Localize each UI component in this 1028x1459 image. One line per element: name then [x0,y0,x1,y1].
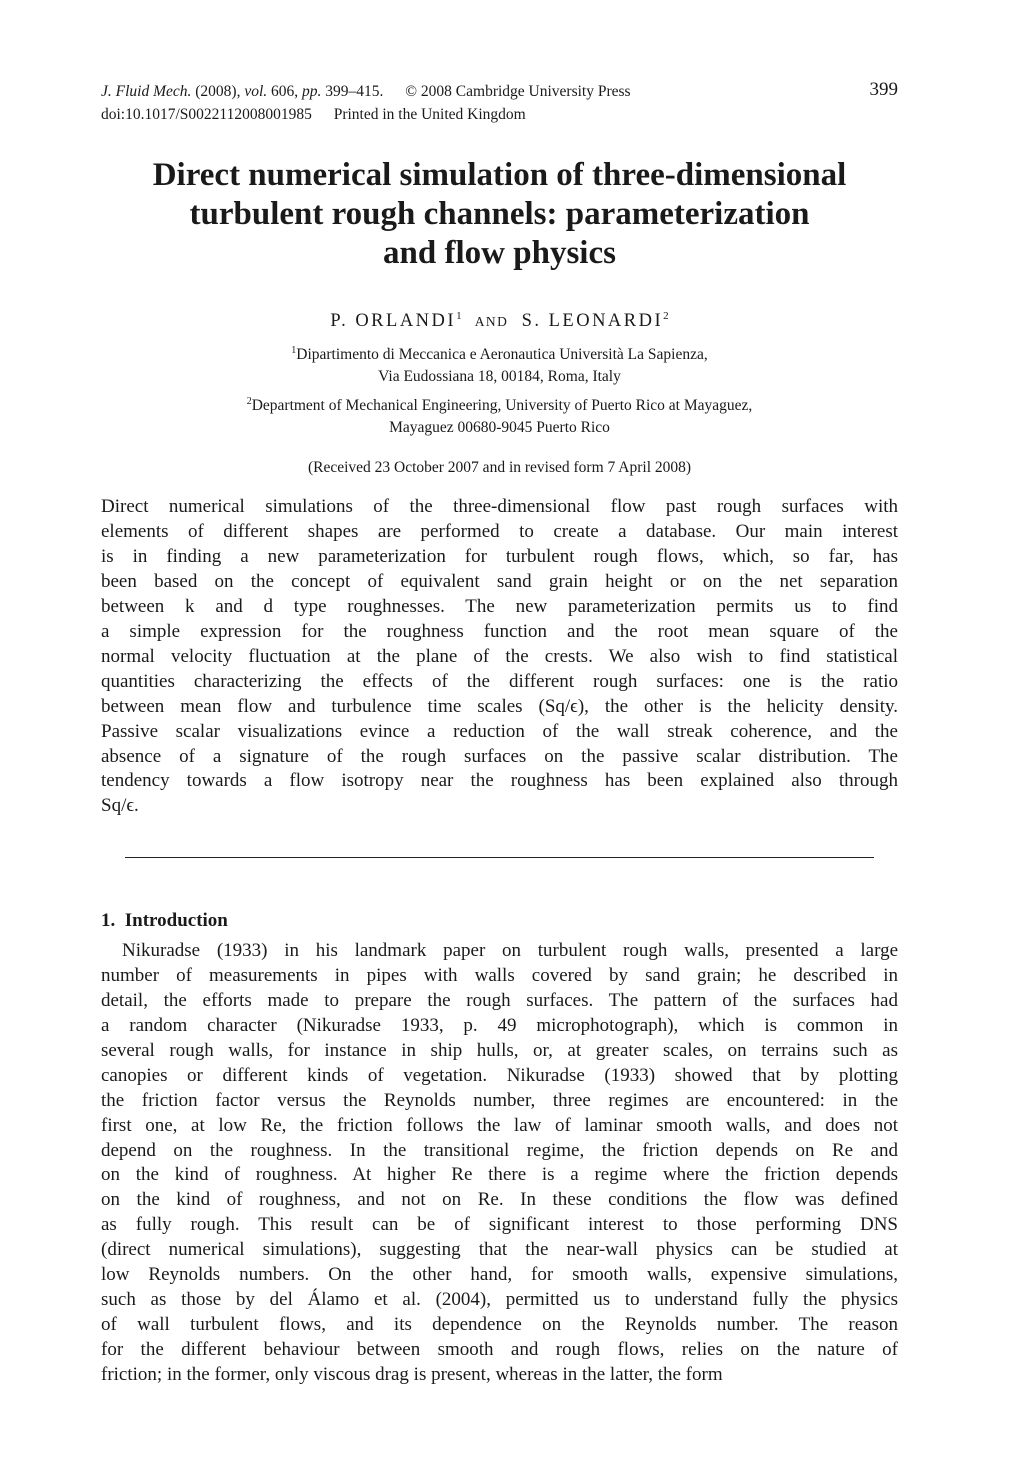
author-1-affil-mark: 1 [456,310,462,322]
text-line: first one, at low Re, the friction follows the law of laminar smooth walls, and does not [101,1114,898,1136]
citation-line [101,80,898,103]
text-line: been based on the concept of equivalent sand grain height or on the net separation [101,571,898,593]
text-line: between mean flow and turbulence time scales (Sq/ϵ), the other is the helicity density. [101,695,898,717]
text-line: on the kind of roughness, and not on Re. In these conditions the flow was defined [101,1189,898,1211]
text-line: as fully rough. This result can be of significant interest to those performing DNS [101,1214,898,1236]
author-2: S. LEONARDI [521,311,664,332]
text-line: low Reynolds numbers. On the other hand, for smooth walls, expensive simulations, [101,1264,898,1286]
printed-in: Printed in the United Kingdom [333,106,526,123]
page-range: 399–415. [325,83,384,100]
text-line: quantities characterizing the effects of the different rough surfaces: one is the ratio [101,670,898,692]
text-line: Passive scalar visualizations evince a reduction of the wall streak coherence, and the [101,720,898,742]
section-number: 1. [101,910,116,932]
abstract-divider [125,857,874,858]
paper-title [101,156,898,273]
journal-name: J. Fluid Mech. [101,83,192,100]
text-line: normal velocity fluctuation at the plane of the crests. We also wish to find statistical [101,645,898,667]
pages-label: pp. [302,83,322,100]
affiliation-2 [101,391,898,439]
affiliation-1 [101,340,898,388]
doi: doi:10.1017/S0022112008001985 [101,106,312,123]
received-dates: (Received 23 October 2007 and in revised form 7 April 2008) [307,459,692,477]
author-1: P. ORLANDI [330,311,457,332]
introduction-body [101,939,898,1387]
text-line: a random character (Nikuradse 1933, p. 49 microphotograph), which is common in [101,1014,898,1036]
copyright: © 2008 Cambridge University Press [405,83,631,100]
text-line: for the different behaviour between smooth and rough flows, relies on the nature of [101,1338,898,1360]
text-line: depend on the roughness. In the transitional regime, the friction depends on Re and [101,1139,898,1161]
journal-year: (2008), [195,83,241,100]
text-line: the friction factor versus the Reynolds number, three regimes are encountered: in the [101,1089,898,1111]
author-conjunction: AND [474,314,509,330]
author-list [101,304,898,334]
affiliation-2-line-1: Department of Mechanical Engineering, University of Puerto Rico at Mayaguez, [251,397,753,415]
page-number: 399 [869,79,898,100]
affiliation-1-mark: 1 [291,345,297,357]
text-line: Nikuradse (1933) in his landmark paper on turbulent rough walls, presented a large [122,940,898,962]
text-line: number of measurements in pipes with walls covered by sand grain; he described in [101,965,898,987]
text-line: Sq/ϵ. [101,795,139,817]
text-line: elements of different shapes are performed to create a database. Our main interest [101,521,898,543]
text-line: (direct numerical simulations), suggesting that the near-wall physics can be studied at [101,1239,898,1261]
text-line: such as those by del Álamo et al. (2004), permitted us to understand fully the physics [101,1288,898,1310]
text-line: absence of a signature of the rough surfaces on the passive scalar distribution. The [101,745,898,767]
title-line-1: Direct numerical simulation of three-dimensional [152,157,847,193]
text-line: friction; in the former, only viscous drag is present, whereas in the latter, the form [101,1363,723,1385]
text-line: between k and d type roughnesses. The new parameterization permits us to find [101,596,898,618]
text-line: of wall turbulent flows, and its dependence on the Reynolds number. The reason [101,1313,898,1335]
text-line: tendency towards a flow isotropy near the roughness has been explained also through [101,770,898,792]
abstract [101,495,898,819]
running-head [101,80,898,126]
affiliation-1-line-2: Via Eudossiana 18, 00184, Roma, Italy [378,368,621,386]
affiliation-2-mark: 2 [246,396,252,408]
volume-label: vol. [244,83,268,100]
volume-number: 606, [271,83,299,100]
affiliation-2-line-2: Mayaguez 00680-9045 Puerto Rico [389,419,610,437]
section-title: Introduction [124,910,228,932]
text-line: detail, the efforts made to prepare the rough surfaces. The pattern of the surfaces had [101,990,898,1012]
text-line: canopies or different kinds of vegetation. Nikuradse (1933) showed that by plotting [101,1064,898,1086]
paper-page [101,80,898,1388]
title-line-2: turbulent rough channels: parameterization [189,196,810,232]
text-line: Direct numerical simulations of the three-dimensional flow past rough surfaces with [101,496,898,518]
doi-line [101,103,898,126]
title-line-3: and flow physics [383,235,616,271]
text-line: several rough walls, for instance in ship hulls, or, at greater scales, on terrains such as [101,1039,898,1061]
author-2-affil-mark: 2 [663,310,669,322]
text-line: on the kind of roughness. At higher Re there is a regime where the friction depends [101,1164,898,1186]
text-line: is in finding a new parameterization for turbulent rough flows, which, so far, has [101,546,898,568]
text-line: a simple expression for the roughness function and the root mean square of the [101,621,898,642]
section-heading [101,909,898,933]
affiliation-1-line-1: Dipartimento di Meccanica e Aeronautica Università La Sapienza, [296,346,708,364]
